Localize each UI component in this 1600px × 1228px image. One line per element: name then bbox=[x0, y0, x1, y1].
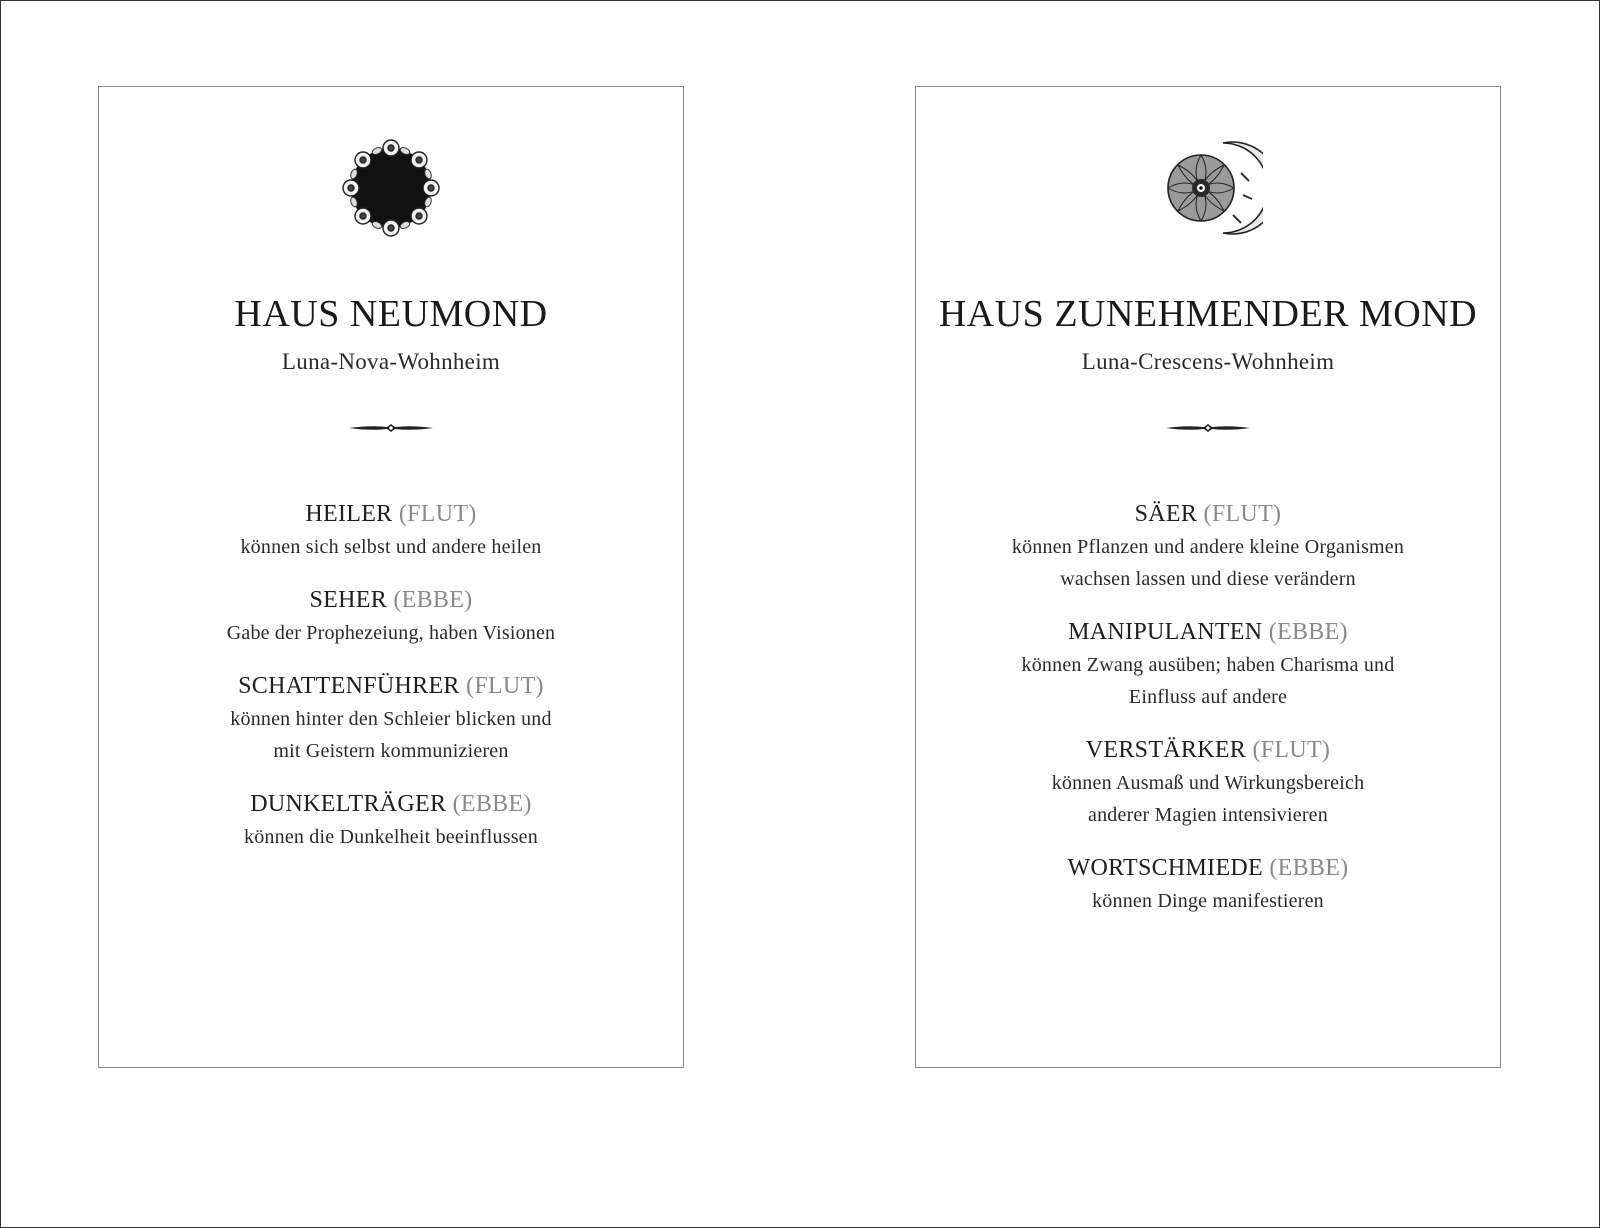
ability-tide: (EBBE) bbox=[393, 587, 473, 613]
ability-description: Einfluss auf andere bbox=[1128, 686, 1288, 708]
ability-description: können Pflanzen und andere kleine Organismen bbox=[1011, 536, 1405, 558]
ability-name: DUNKELTRÄGER (EBBE) bbox=[250, 791, 532, 817]
ability-item bbox=[99, 669, 683, 767]
ability-name: VERSTÄRKER (FLUT) bbox=[1085, 737, 1331, 763]
dorm-name: Luna-Crescens-Wohnheim bbox=[1081, 349, 1335, 374]
ability-name: WORTSCHMIEDE (EBBE) bbox=[1067, 855, 1349, 881]
ability-name: HEILER (FLUT) bbox=[305, 501, 477, 527]
ability-name: SÄER (FLUT) bbox=[1134, 501, 1282, 527]
ability-tide: (EBBE) bbox=[1269, 855, 1349, 881]
ability-name: SCHATTENFÜHRER (FLUT) bbox=[238, 673, 544, 699]
ability-description: mit Geistern kommunizieren bbox=[273, 740, 509, 762]
dorm-name: Luna-Nova-Wohnheim bbox=[281, 349, 501, 374]
ornament-divider-icon bbox=[349, 422, 433, 434]
ability-tide: (FLUT) bbox=[466, 673, 544, 699]
ability-tide: (FLUT) bbox=[398, 501, 477, 527]
ability-description: Gabe der Prophezeiung, haben Visionen bbox=[226, 622, 556, 644]
ability-description: anderer Magien intensivieren bbox=[1088, 804, 1328, 826]
ability-description: können Ausmaß und Wirkungsbereich bbox=[1051, 772, 1365, 794]
ability-list bbox=[99, 497, 683, 873]
ability-item bbox=[916, 733, 1500, 831]
ability-item bbox=[99, 583, 683, 649]
flower-wreath-icon bbox=[336, 133, 446, 243]
ability-description: können sich selbst und andere heilen bbox=[240, 536, 542, 558]
house-card-neumond bbox=[98, 86, 684, 1068]
ability-description: können hinter den Schleier blicken und bbox=[230, 708, 552, 730]
ability-description: können Zwang ausüben; haben Charisma und bbox=[1021, 654, 1395, 676]
ability-item bbox=[916, 851, 1500, 917]
ability-tide: (FLUT) bbox=[1203, 501, 1282, 527]
ability-description: können die Dunkelheit beeinflussen bbox=[244, 826, 538, 848]
house-title: HAUS ZUNEHMENDER MOND bbox=[938, 293, 1478, 335]
ability-name: MANIPULANTEN (EBBE) bbox=[1068, 619, 1348, 645]
ability-tide: (FLUT) bbox=[1252, 737, 1331, 763]
ability-item bbox=[99, 497, 683, 563]
ability-item bbox=[99, 787, 683, 853]
ability-tide: (EBBE) bbox=[1268, 619, 1348, 645]
ability-description: wachsen lassen und diese verändern bbox=[1060, 568, 1356, 590]
ability-list bbox=[916, 497, 1500, 937]
house-title: HAUS NEUMOND bbox=[234, 293, 548, 335]
ability-tide: (EBBE) bbox=[452, 791, 532, 817]
crescent-moon-flower-icon bbox=[1153, 133, 1263, 243]
ability-item bbox=[916, 615, 1500, 713]
ability-description: können Dinge manifestieren bbox=[1092, 890, 1324, 912]
house-card-zunehmender-mond bbox=[915, 86, 1501, 1068]
ornament-divider-icon bbox=[1166, 422, 1250, 434]
ability-name: SEHER (EBBE) bbox=[309, 587, 473, 613]
ability-item bbox=[916, 497, 1500, 595]
